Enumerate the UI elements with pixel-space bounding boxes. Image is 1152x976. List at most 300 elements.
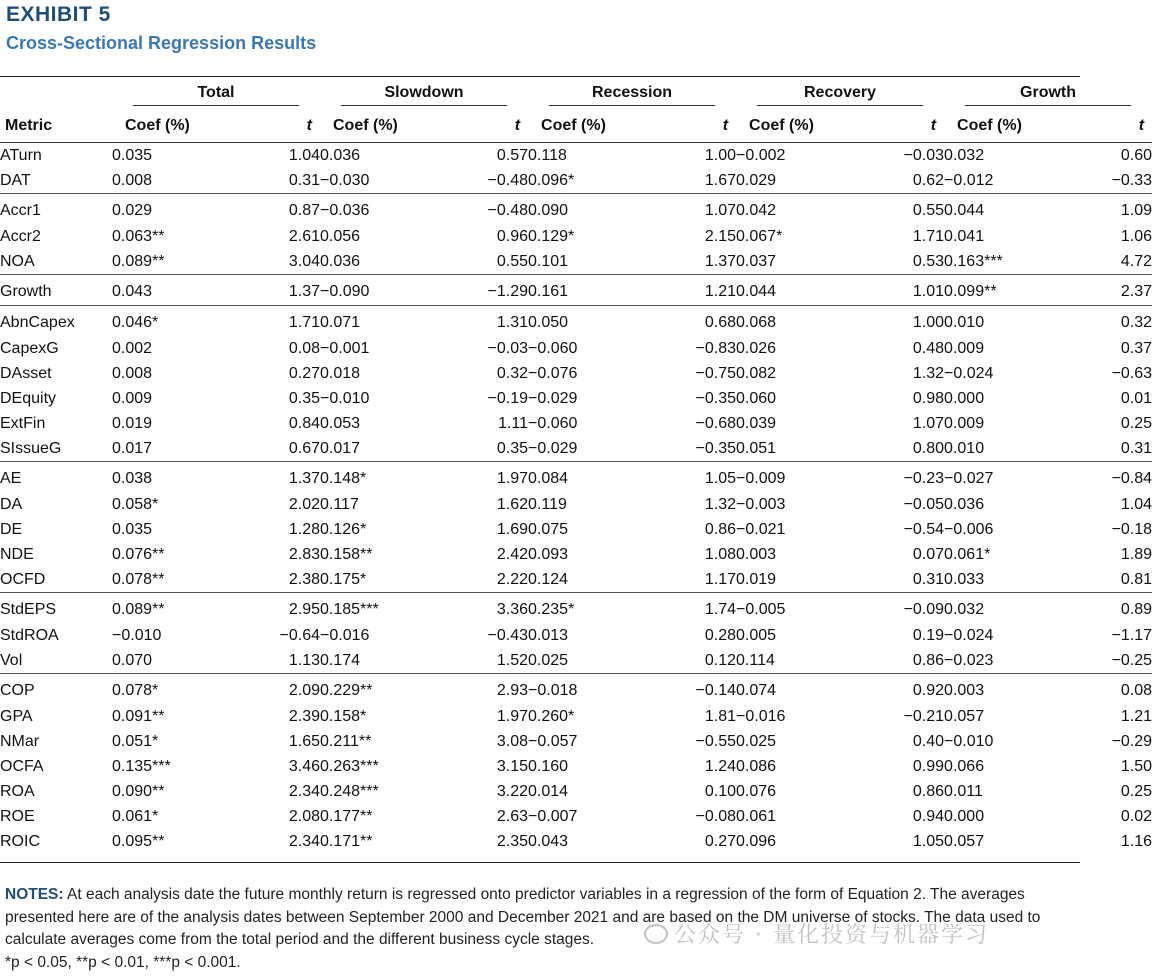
t-stat-cell: 0.19 [912, 626, 945, 644]
watermark-text: 公众号 · 量化投资与机器学习 [674, 923, 989, 948]
metric-cell: DAsset [0, 364, 52, 382]
coef-cell: 0.248*** [320, 782, 379, 800]
metric-cell: DE [0, 520, 23, 538]
t-stat-cell: 0.81 [1120, 570, 1152, 588]
coef-cell: 0.032 [944, 593, 1064, 624]
coef-cell: 0.174 [320, 651, 361, 669]
coef-cell: 0.033 [944, 570, 985, 588]
t-stat-cell: −0.03 [487, 339, 529, 357]
metric-cell: ExtFin [0, 414, 46, 432]
empty-header-cell [0, 80, 112, 110]
metric-cell: OCFD [0, 570, 46, 588]
t-stat-cell: 0.40 [912, 732, 945, 750]
coef-cell: 0.025 [736, 732, 777, 750]
table-row [0, 542, 1152, 567]
coef-cell: −0.010 [944, 732, 994, 750]
coef-cell: −0.060 [528, 414, 578, 432]
coef-cell: 0.078* [112, 674, 232, 705]
coef-cell: 0.038 [112, 462, 232, 493]
notes-label: NOTES: [5, 886, 64, 903]
t-stat-cell: −0.09 [856, 593, 944, 624]
coef-cell: 0.013 [528, 626, 569, 644]
t-stat-cell: 0.31 [288, 171, 320, 189]
group-label: Total [133, 84, 299, 106]
t-stat-cell: −0.68 [695, 414, 737, 432]
coef-cell: −0.007 [528, 807, 578, 825]
metric-cell: NMar [0, 732, 40, 750]
coef-cell: 0.000 [944, 807, 985, 825]
t-stat-cell: 1.00 [704, 146, 737, 164]
t-stat-cell: 0.25 [1120, 414, 1152, 432]
t-stat-cell: 4.72 [1120, 252, 1152, 270]
t-stat-cell: 1.09 [1064, 194, 1152, 225]
coef-cell: 0.066 [944, 757, 985, 775]
coef-header: Coef (%) [736, 110, 856, 143]
coef-cell: 0.011 [944, 782, 983, 800]
metric-cell: StdROA [0, 626, 59, 644]
t-stat-cell: 0.87 [232, 194, 320, 225]
coef-cell: 0.163*** [944, 252, 1003, 270]
column-header-row [0, 110, 1152, 143]
t-stat-cell: 0.28 [704, 626, 737, 644]
group-header-recovery [736, 80, 944, 110]
t-header: t [648, 110, 736, 143]
coef-cell: 0.036 [944, 495, 985, 513]
coef-cell: −0.005 [736, 593, 856, 624]
t-stat-cell: 0.68 [648, 306, 736, 337]
coef-cell: −0.029 [528, 389, 578, 407]
t-stat-cell: 1.52 [496, 651, 529, 669]
coef-cell: 0.211** [320, 732, 372, 750]
t-stat-cell: 0.62 [912, 171, 945, 189]
t-stat-cell: 1.37 [232, 462, 320, 493]
t-stat-cell: −0.54 [903, 520, 945, 538]
table-row [0, 168, 1152, 194]
table-row [0, 143, 1152, 169]
coef-cell: 0.029 [736, 171, 777, 189]
notes-text: At each analysis date the future monthly return is regressed onto predictor variables in a regression of the form of Equation 2. The averages presented here are of the analysis dates between September 2000 and December 2021 and are based on the DM universe of stocks. The data used to calculate averages come from the total period and the different business cycle stages. [5, 886, 1041, 948]
metric-cell: StdEPS [0, 593, 112, 624]
metric-cell: ROA [0, 782, 35, 800]
metric-cell: SIssueG [0, 439, 62, 457]
exhibit-label: EXHIBIT 5 [6, 3, 111, 26]
t-stat-cell: −1.17 [1111, 626, 1152, 644]
t-stat-cell: 0.32 [1064, 306, 1152, 337]
coef-cell: 0.082 [736, 364, 777, 382]
table-row [0, 623, 1152, 648]
table-row [0, 804, 1152, 829]
coef-cell: −0.003 [736, 495, 786, 513]
t-stat-cell: 1.32 [704, 495, 737, 513]
coef-cell: 0.008 [112, 171, 153, 189]
coef-cell: −0.012 [944, 171, 994, 189]
metric-cell: DEquity [0, 389, 57, 407]
t-stat-cell: 0.01 [1120, 389, 1152, 407]
coef-cell: 0.158* [320, 707, 367, 725]
t-stat-cell: −0.84 [1064, 462, 1152, 493]
t-stat-cell: 0.10 [704, 782, 737, 800]
coef-cell: 0.044 [736, 275, 856, 306]
coef-cell: 0.000 [944, 389, 985, 407]
t-stat-cell: −0.63 [1111, 364, 1152, 382]
t-stat-cell: 1.50 [1120, 757, 1152, 775]
coef-cell: 0.161 [528, 275, 648, 306]
coef-cell: 0.096 [736, 832, 777, 850]
t-stat-cell: 0.80 [912, 439, 945, 457]
coef-cell: 0.124 [528, 570, 569, 588]
metric-cell: Vol [0, 651, 23, 669]
metric-cell: NOA [0, 252, 35, 270]
coef-cell: 0.135*** [112, 757, 171, 775]
t-stat-cell: −0.75 [695, 364, 737, 382]
group-label: Recession [549, 84, 715, 106]
bottom-rule [0, 862, 1080, 863]
coef-cell: 0.029 [112, 194, 232, 225]
table-row [0, 194, 1152, 225]
coef-cell: −0.002 [736, 146, 786, 164]
t-header: t [1064, 110, 1152, 143]
t-stat-cell: 1.37 [232, 275, 320, 306]
t-stat-cell: 1.28 [288, 520, 320, 538]
coef-cell: 0.009 [112, 389, 153, 407]
t-stat-cell: 1.21 [1120, 707, 1152, 725]
t-stat-cell: −0.43 [487, 626, 529, 644]
coef-cell: 0.235* [528, 593, 648, 624]
coef-cell: 0.160 [528, 757, 569, 775]
t-stat-cell: 0.31 [1120, 439, 1152, 457]
t-stat-cell: 2.95 [232, 593, 320, 624]
coef-cell: 0.129* [528, 227, 575, 245]
metric-cell: GPA [0, 707, 33, 725]
table-row [0, 829, 1152, 854]
metric-cell: Accr2 [0, 227, 41, 245]
t-stat-cell: 1.32 [912, 364, 945, 382]
t-stat-cell: 0.02 [1120, 807, 1152, 825]
t-stat-cell: 1.62 [496, 495, 529, 513]
t-stat-cell: 1.11 [498, 414, 529, 432]
t-stat-cell: 1.21 [648, 275, 736, 306]
significance-note: *p < 0.05, **p < 0.01, ***p < 0.001. [5, 953, 241, 971]
coef-cell: −0.060 [528, 339, 578, 357]
coef-cell: 0.019 [112, 414, 153, 432]
t-stat-cell: 0.86 [912, 651, 945, 669]
t-stat-cell: −0.19 [487, 389, 529, 407]
coef-cell: 0.148* [320, 462, 440, 493]
t-stat-cell: 0.08 [1064, 674, 1152, 705]
coef-cell: 0.089** [112, 593, 232, 624]
t-stat-cell: 0.94 [912, 807, 945, 825]
t-stat-cell: 1.31 [440, 306, 528, 337]
coef-cell: 0.037 [736, 252, 777, 270]
coef-cell: 0.017 [112, 439, 153, 457]
coef-cell: 0.039 [736, 414, 777, 432]
coef-cell: −0.090 [320, 275, 440, 306]
t-stat-cell: 0.60 [1120, 146, 1152, 164]
metric-cell: DAT [0, 171, 31, 189]
t-stat-cell: −0.35 [695, 439, 737, 457]
coef-cell: −0.016 [320, 626, 370, 644]
t-stat-cell: −0.05 [903, 495, 945, 513]
metric-cell: ATurn [0, 146, 42, 164]
coef-cell: 0.095** [112, 832, 165, 850]
metric-cell: AE [0, 462, 112, 493]
t-header: t [440, 110, 528, 143]
coef-cell: −0.036 [320, 194, 440, 225]
coef-cell: 0.090** [112, 782, 165, 800]
table-row [0, 704, 1152, 729]
metric-cell: COP [0, 674, 112, 705]
t-stat-cell: 2.15 [704, 227, 737, 245]
coef-cell: 0.018 [320, 364, 361, 382]
coef-cell: 0.089** [112, 252, 165, 270]
t-stat-cell: 1.74 [648, 593, 736, 624]
t-stat-cell: −0.23 [856, 462, 944, 493]
coef-cell: 0.061* [112, 807, 159, 825]
t-stat-cell: −0.14 [648, 674, 736, 705]
group-header-growth [944, 80, 1152, 110]
coef-cell: 0.260* [528, 707, 575, 725]
t-stat-cell: 0.86 [704, 520, 737, 538]
t-stat-cell: 2.42 [496, 545, 529, 563]
t-stat-cell: 0.57 [496, 146, 529, 164]
coef-cell: 0.010 [944, 306, 1064, 337]
coef-cell: 0.002 [112, 339, 153, 357]
coef-cell: 0.119 [528, 495, 567, 513]
coef-cell: −0.016 [736, 707, 786, 725]
t-stat-cell: 0.98 [912, 389, 945, 407]
coef-cell: 0.051 [736, 439, 777, 457]
coef-cell: 0.035 [112, 146, 153, 164]
coef-cell: 0.071 [320, 306, 440, 337]
coef-cell: −0.057 [528, 732, 578, 750]
coef-cell: 0.101 [528, 252, 569, 270]
coef-cell: 0.171** [320, 832, 373, 850]
coef-cell: 0.093 [528, 545, 569, 563]
table-row [0, 306, 1152, 337]
coef-cell: 0.099** [944, 275, 1064, 306]
t-stat-cell: −0.29 [1111, 732, 1152, 750]
coef-cell: −0.023 [944, 651, 994, 669]
coef-cell: 0.076 [736, 782, 777, 800]
coef-cell: −0.001 [320, 339, 370, 357]
t-stat-cell: 0.12 [704, 651, 737, 669]
t-stat-cell: −0.83 [695, 339, 737, 357]
t-stat-cell: 2.61 [288, 227, 320, 245]
t-stat-cell: 2.35 [496, 832, 529, 850]
metric-cell: DA [0, 495, 23, 513]
table-row [0, 361, 1152, 386]
coef-cell: 0.076** [112, 545, 165, 563]
coef-cell: 0.091** [112, 707, 165, 725]
t-stat-cell: 1.04 [1120, 495, 1152, 513]
coef-cell: 0.158** [320, 545, 373, 563]
coef-cell: 0.035 [112, 520, 153, 538]
coef-header: Coef (%) [320, 110, 440, 143]
t-stat-cell: 1.24 [704, 757, 737, 775]
table-row [0, 779, 1152, 804]
metric-cell: Growth [0, 275, 112, 306]
t-stat-cell: 0.27 [288, 364, 320, 382]
table-row [0, 567, 1152, 593]
table-row [0, 386, 1152, 411]
coef-cell: 0.118 [528, 146, 567, 164]
t-stat-cell: 1.67 [704, 171, 737, 189]
coef-cell: 0.044 [944, 194, 1064, 225]
coef-cell: −0.010 [320, 389, 370, 407]
coef-cell: 0.096* [528, 171, 575, 189]
t-stat-cell: 1.04 [288, 146, 320, 164]
t-stat-cell: 1.37 [704, 252, 737, 270]
coef-cell: 0.032 [944, 146, 985, 164]
t-stat-cell: 1.89 [1120, 545, 1152, 563]
coef-cell: −0.010 [112, 626, 162, 644]
coef-cell: 0.026 [736, 339, 777, 357]
t-stat-cell: 2.83 [288, 545, 320, 563]
top-rule [0, 76, 1080, 77]
coef-cell: 0.060 [736, 389, 777, 407]
metric-cell: Accr1 [0, 194, 112, 225]
coef-cell: 0.126* [320, 520, 367, 538]
t-stat-cell: 2.38 [288, 570, 320, 588]
t-header: t [856, 110, 944, 143]
t-stat-cell: −0.48 [487, 171, 529, 189]
t-stat-cell: 3.15 [496, 757, 529, 775]
t-stat-cell: 1.17 [704, 570, 737, 588]
coef-cell: 0.003 [944, 674, 1064, 705]
t-stat-cell: 0.92 [856, 674, 944, 705]
coef-cell: 0.061* [944, 545, 991, 563]
coef-cell: 0.175* [320, 570, 367, 588]
t-stat-cell: −0.55 [695, 732, 737, 750]
t-stat-cell: −1.29 [440, 275, 528, 306]
t-stat-cell: 0.96 [496, 227, 529, 245]
metric-cell: CapexG [0, 339, 59, 357]
coef-cell: 0.046* [112, 306, 232, 337]
coef-cell: 0.010 [944, 439, 985, 457]
t-stat-cell: 2.39 [288, 707, 320, 725]
t-stat-cell: 2.09 [232, 674, 320, 705]
t-stat-cell: 2.22 [496, 570, 529, 588]
t-stat-cell: 1.13 [288, 651, 320, 669]
coef-cell: 0.057 [944, 707, 985, 725]
coef-cell: 0.014 [528, 782, 569, 800]
coef-cell: 0.042 [736, 194, 856, 225]
coef-cell: 0.185*** [320, 593, 440, 624]
t-stat-cell: 0.25 [1120, 782, 1152, 800]
coef-cell: 0.053 [320, 414, 361, 432]
t-stat-cell: 0.35 [496, 439, 529, 457]
group-header-slowdown [320, 80, 528, 110]
t-stat-cell: 2.34 [288, 832, 320, 850]
t-stat-cell: 3.36 [440, 593, 528, 624]
coef-cell: −0.006 [944, 520, 994, 538]
t-stat-cell: 1.97 [440, 462, 528, 493]
t-stat-cell: 3.22 [496, 782, 529, 800]
notes-block [5, 884, 1073, 974]
t-stat-cell: 3.46 [288, 757, 320, 775]
t-stat-cell: 1.07 [648, 194, 736, 225]
t-stat-cell: 0.27 [704, 832, 737, 850]
coef-cell: 0.043 [528, 832, 569, 850]
regression-table [0, 80, 1152, 854]
t-stat-cell: 1.69 [496, 520, 529, 538]
t-stat-cell: 2.08 [288, 807, 320, 825]
coef-cell: 0.025 [528, 651, 569, 669]
coef-cell: 0.229** [320, 674, 440, 705]
t-stat-cell: 0.89 [1064, 593, 1152, 624]
coef-header: Coef (%) [944, 110, 1064, 143]
coef-cell: 0.036 [320, 146, 361, 164]
table-body [0, 143, 1152, 855]
coef-cell: 0.003 [736, 545, 777, 563]
t-stat-cell: 1.16 [1120, 832, 1152, 850]
t-stat-cell: 0.31 [912, 570, 945, 588]
coef-cell: 0.177** [320, 807, 373, 825]
table-row [0, 275, 1152, 306]
t-stat-cell: 0.32 [496, 364, 529, 382]
t-stat-cell: 1.65 [288, 732, 320, 750]
t-stat-cell: −0.25 [1111, 651, 1152, 669]
coef-cell: 0.058* [112, 495, 159, 513]
coef-header: Coef (%) [112, 110, 232, 143]
coef-cell: 0.051* [112, 732, 159, 750]
t-stat-cell: −0.48 [440, 194, 528, 225]
t-stat-cell: 1.08 [704, 545, 737, 563]
t-stat-cell: 1.05 [648, 462, 736, 493]
t-stat-cell: −0.33 [1111, 171, 1152, 189]
t-stat-cell: 0.53 [912, 252, 945, 270]
t-stat-cell: 1.07 [912, 414, 945, 432]
t-stat-cell: 2.63 [496, 807, 529, 825]
coef-cell: −0.024 [944, 364, 994, 382]
table-row [0, 224, 1152, 249]
coef-cell: 0.009 [944, 339, 985, 357]
group-header-recession [528, 80, 736, 110]
metric-cell: ROIC [0, 832, 40, 850]
t-stat-cell: 0.86 [912, 782, 945, 800]
coef-cell: 0.084 [528, 462, 648, 493]
table-row [0, 492, 1152, 517]
t-stat-cell: −0.08 [695, 807, 737, 825]
t-stat-cell: 1.71 [912, 227, 945, 245]
t-stat-cell: −0.21 [903, 707, 945, 725]
coef-cell: 0.019 [736, 570, 777, 588]
coef-cell: 0.263*** [320, 757, 379, 775]
table-row [0, 336, 1152, 361]
coef-cell: 0.068 [736, 306, 856, 337]
table-row [0, 729, 1152, 754]
metric-header: Metric [0, 110, 112, 143]
table-row [0, 517, 1152, 542]
t-header: t [232, 110, 320, 143]
group-label: Recovery [757, 84, 923, 106]
coef-cell: 0.036 [320, 252, 361, 270]
coef-cell: 0.063** [112, 227, 165, 245]
metric-cell: NDE [0, 545, 34, 563]
t-stat-cell: 0.07 [912, 545, 945, 563]
coef-cell: 0.008 [112, 364, 153, 382]
t-stat-cell: 1.05 [912, 832, 945, 850]
coef-cell: 0.067* [736, 227, 783, 245]
t-stat-cell: 2.37 [1064, 275, 1152, 306]
t-stat-cell: 1.01 [856, 275, 944, 306]
coef-cell: 0.086 [736, 757, 777, 775]
t-stat-cell: −0.18 [1111, 520, 1152, 538]
metric-cell: OCFA [0, 757, 44, 775]
coef-cell: 0.017 [320, 439, 361, 457]
coef-cell: −0.024 [944, 626, 994, 644]
metric-cell: ROE [0, 807, 35, 825]
